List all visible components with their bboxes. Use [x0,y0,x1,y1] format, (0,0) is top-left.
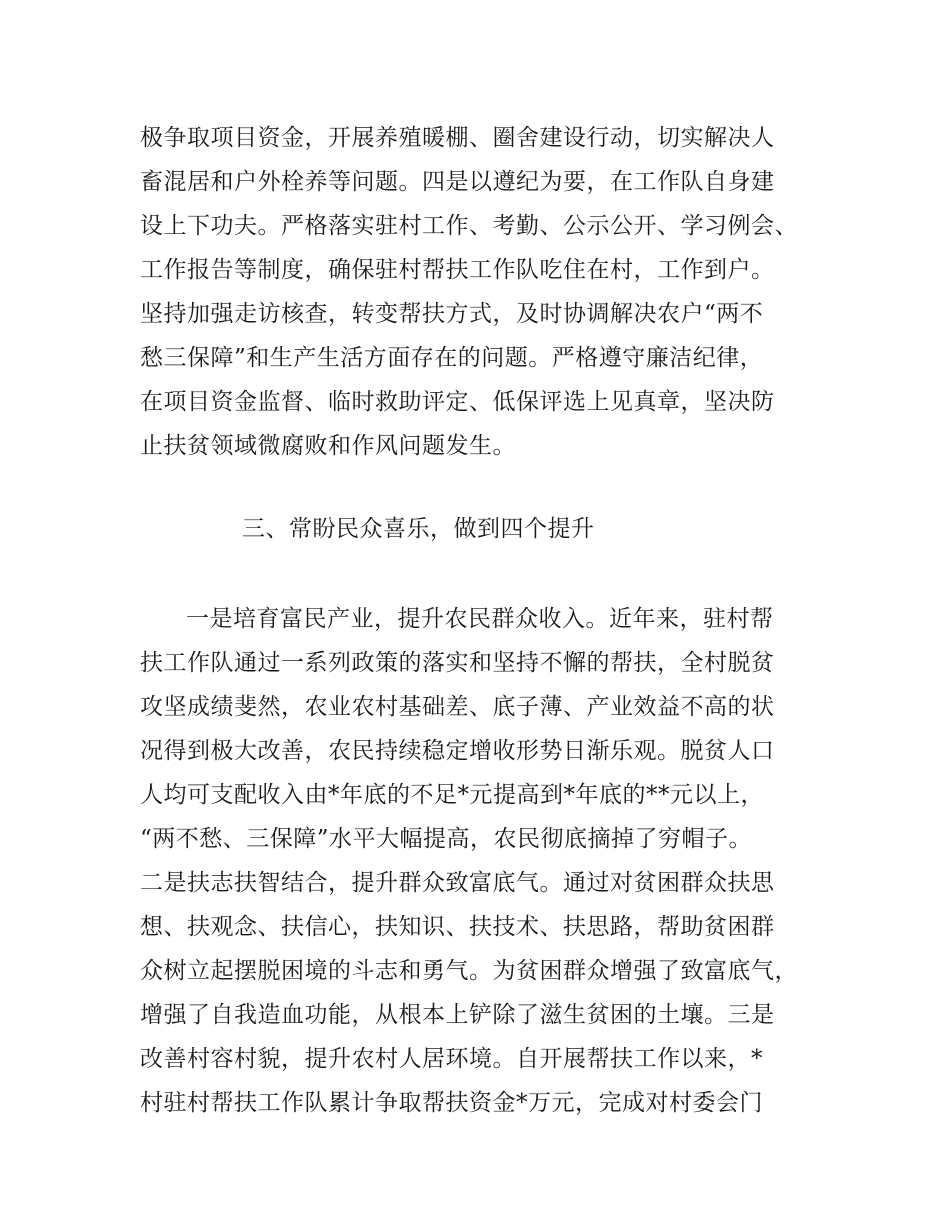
paragraph-line: 坚持加强走访核查，转变帮扶方式，及时协调解决农户“两不 [140,301,764,327]
paragraph-line: 扶工作队通过一系列政策的落实和坚持不懈的帮扶，全村脱贫 [140,650,775,676]
paragraph-line: 改善村容村貌，提升农村人居环境。自开展帮扶工作以来，* [140,1046,763,1072]
paragraph-line: 愁三保障”和生产生活方面存在的问题。严格遵守廉洁纪律， [140,345,764,371]
paragraph-line: 极争取项目资金，开展养殖暖棚、圈舍建设行动，切实解决人 [140,125,775,151]
paragraph-line: 况得到极大改善，农民持续稳定增收形势日渐乐观。脱贫人口 [140,738,775,764]
paragraph-line: 众树立起摆脱困境的斗志和勇气。为贫困群众增强了致富底气， [140,958,798,984]
paragraph-line: 二是扶志扶智结合，提升群众致富底气。通过对贫困群众扶思 [140,870,775,896]
paragraph-line: 工作报告等制度，确保驻村帮扶工作队吃住在村，工作到户。 [140,257,775,283]
section-heading: 三、常盼民众喜乐，做到四个提升 [242,516,595,542]
paragraph-line: 人均可支配收入由*年底的不足*元提高到*年底的**元以上， [140,782,764,808]
paragraph [140,597,830,1125]
paragraph-line: “两不愁、三保障”水平大幅提高，农民彻底摘掉了穷帽子。 [140,826,753,852]
paragraph-line: 在项目资金监督、临时救助评定、低保评选上见真章，坚决防 [140,389,775,415]
paragraph-line: 设上下功夫。严格落实驻村工作、考勤、公示公开、学习例会、 [140,213,798,239]
paragraph-line: 村驻村帮扶工作队累计争取帮扶资金*万元，完成对村委会门 [140,1090,763,1116]
paragraph-line: 畜混居和户外栓养等问题。四是以遵纪为要，在工作队自身建 [140,169,775,195]
paragraph-line: 增强了自我造血功能，从根本上铲除了滋生贫困的土壤。三是 [140,1002,775,1028]
paragraph-line: 一是培育富民产业，提升农民群众收入。近年来，驻村帮 [186,606,774,632]
paragraph-line: 想、扶观念、扶信心，扶知识、扶技术、扶思路，帮助贫困群 [140,914,775,940]
paragraph-line: 止扶贫领域微腐败和作风问题发生。 [140,433,516,459]
paragraph-line: 攻坚成绩斐然，农业农村基础差、底子薄、产业效益不高的状 [140,694,775,720]
paragraph [140,116,830,468]
